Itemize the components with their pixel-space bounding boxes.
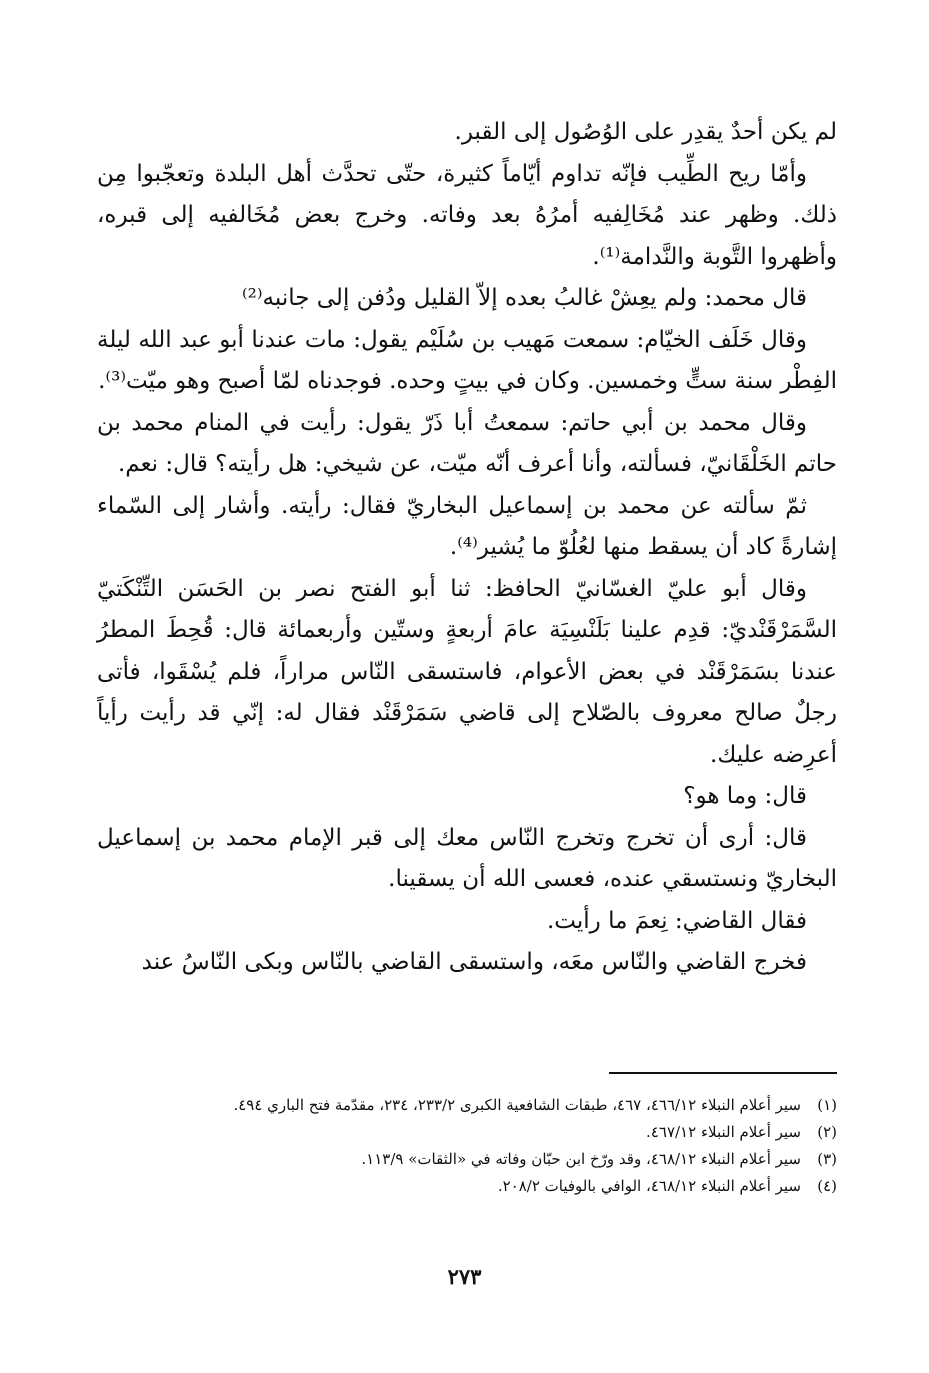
footnote [95,1119,837,1146]
footnote-number: (١) [817,1096,837,1114]
paragraph: قال: وما هو؟ [683,783,807,809]
paragraph: فخرج القاضي والنّاس معَه، واستسقى القاضي بالنّاس وبكى النّاسُ عند [141,949,807,975]
footnote [95,1173,837,1200]
footnote [95,1146,837,1173]
paragraph: لم يكن أحدٌ يقدِر على الوُصُول إلى القبر. [454,119,837,145]
footnote-number: (٣) [817,1150,837,1168]
paragraph: قال: أرى أن تخرج وتخرج النّاس معك إلى قبر الإمام محمد بن إسماعيل البخاريّ ونستسقي عنده، فعسى الله أن يسقينا. [97,824,837,892]
footnote-text: سير أعلام النبلاء ٤٦٦/١٢، ٤٦٧، طبقات الشافعية الكبرى ٢٣٣/٢، ٢٣٤، مقدّمة فتح الباري ٤٩٤. [233,1096,801,1114]
footnote-text: سير أعلام النبلاء ٤٦٨/١٢، وقد ورّخ ابن حبّان وفاته في «الثقات» ١١٣/٩. [361,1150,801,1168]
paragraph: قال محمد: ولم يعِشْ غالبُ بعده إلاّ القليل ودُفن إلى جانبه⁽²⁾ [242,285,807,311]
footnotes [95,1092,837,1200]
paragraph: وقال خَلَف الخيّام: سمعت مَهيب بن سُلَيْم يقول: مات عندنا أبو عبد الله ليلة الفِطْر سنة ستٍّ وخمسين. وكان في بيتٍ وحده. فوجدناه لمّا أصبح وهو ميّت⁽³⁾. [97,326,837,394]
footnote-text: سير أعلام النبلاء ٤٦٨/١٢، الوافي بالوفيات ٢٠٨/٢. [497,1177,801,1195]
footnote-number: (٢) [817,1123,837,1141]
paragraph: ثمّ سألته عن محمد بن إسماعيل البخاريّ فقال: رأيته. وأشار إلى السّماء إشارةً كاد أن يسقط منها لعُلُوّ ما يُشير⁽⁴⁾. [97,492,837,560]
page-number: ٢٧٣ [447,1264,482,1289]
paragraph: وقال محمد بن أبي حاتم: سمعتُ أبا ذَرّ يقول: رأيت في المنام محمد بن حاتم الخَلْقَانيّ، فسألته، وأنا أعرف أنّه ميّت، عن شيخي: هل رأيته؟ قال: نعم. [97,409,837,477]
footnote-number: (٤) [817,1177,837,1195]
main-text [97,112,837,984]
paragraph: فقال القاضي: نِعمَ ما رأيت. [546,907,807,934]
paragraph: وقال أبو عليّ الغسّانيّ الحافظ: ثنا أبو الفتح نصر بن الحَسَن التِّنْكَتيّ السَّمَرْقَنْديّ: قدِم علينا بَلَنْسِيَة عامَ أربعةٍ وستّين وأربعمائة قال: قُحِطَ المطرُ عندنا بسَمَرْقَنْد في بعض الأعوام، فاستسقى النّاس مراراً، فلم يُسْقَوا، فأتى رجلٌ صالح معروف بالصّلاح إلى قاضي سَمَرْقَنْد فقال له: إنّي قد رأيت رأياً أعرِضه عليك. [97,575,837,768]
footnote-text: سير أعلام النبلاء ٤٦٧/١٢. [646,1123,801,1141]
paragraph: وأمّا ريح الطِّيب فإنّه تداوم أيّاماً كثيرة، حتّى تحدَّث أهل البلدة وتعجّبوا مِن ذلك. وظهر عند مُخَالِفيه أمرُهُ بعد وفاته. وخرج بعض مُخَالفيه إلى قبره، وأظهروا التَّوبة والنَّدامة⁽¹⁾. [97,160,837,270]
footnote-divider [609,1072,837,1074]
footnote [95,1092,837,1119]
